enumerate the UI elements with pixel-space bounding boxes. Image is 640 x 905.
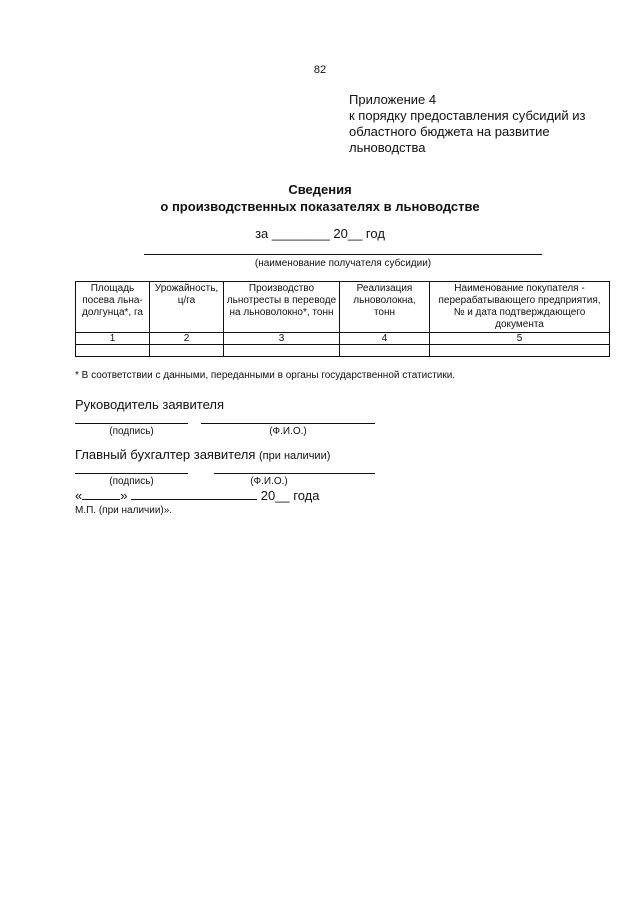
document-title: [0, 181, 640, 215]
appendix-block: [349, 92, 609, 156]
header-cell: Реализация льноволокна, тонн: [340, 282, 430, 333]
recipient-caption: (наименование получателя субсидии): [254, 258, 432, 269]
head-signature-title: Руководитель заявителя: [75, 397, 224, 412]
period-blank: ________: [271, 226, 330, 241]
title-line-2: о производственных показателях в льноводстве: [160, 199, 480, 214]
accountant-signature-title: [75, 447, 330, 462]
accountant-signature-line: [75, 473, 188, 474]
day-blank: [82, 489, 120, 500]
recipient-name-line: [144, 254, 542, 255]
period-year: 20__: [333, 226, 363, 241]
period-prefix: за: [255, 226, 269, 241]
stamp-note: М.П. (при наличии)».: [75, 505, 173, 516]
page-number: 82: [313, 64, 327, 76]
month-blank: [131, 489, 257, 500]
accountant-note: (при наличии): [259, 450, 331, 462]
accountant-name-line: [214, 473, 375, 474]
header-cell: Урожайность, ц/га: [150, 282, 224, 333]
report-period: [0, 226, 640, 241]
date-year: 20__: [260, 488, 290, 503]
appendix-line: льноводства: [349, 140, 426, 155]
title-line-1: Сведения: [288, 182, 352, 197]
table-header-row: [76, 282, 610, 333]
table-cell: [430, 345, 610, 357]
accountant-sign-caption: (подпись): [109, 476, 154, 487]
header-cell: Наименование покупателя - перерабатывающего предприятия, № и дата подтверждающего документа: [430, 282, 610, 333]
header-cell: Площадь посева льна-долгунца*, га: [76, 282, 150, 333]
footnote: * В соответствии с данными, переданными в органы государственной статистики.: [75, 370, 456, 381]
table-row: [76, 345, 610, 357]
date-close-quote: »: [120, 488, 128, 503]
column-number: 4: [340, 333, 430, 345]
column-number: 2: [150, 333, 224, 345]
table-cell: [340, 345, 430, 357]
accountant-name-caption: (Ф.И.О.): [250, 476, 288, 487]
date-open-quote: «: [75, 488, 83, 503]
header-cell: Производство льнотресты в переводе на льноволокно*, тонн: [224, 282, 340, 333]
head-name-line: [201, 423, 375, 424]
appendix-line: областного бюджета на развитие: [349, 124, 550, 139]
appendix-line: к порядку предоставления субсидий из: [349, 108, 586, 123]
table-number-row: [76, 333, 610, 345]
period-suffix: год: [365, 226, 385, 241]
date-suffix: года: [293, 488, 320, 503]
head-sign-caption: (подпись): [109, 426, 154, 437]
date-line: [75, 488, 319, 503]
head-name-caption: (Ф.И.О.): [269, 426, 307, 437]
table-cell: [76, 345, 150, 357]
head-signature-line: [75, 423, 188, 424]
production-table: [75, 281, 610, 357]
column-number: 1: [76, 333, 150, 345]
table-cell: [150, 345, 224, 357]
table-cell: [224, 345, 340, 357]
column-number: 3: [224, 333, 340, 345]
appendix-line: Приложение 4: [349, 92, 437, 107]
column-number: 5: [430, 333, 610, 345]
accountant-title: Главный бухгалтер заявителя: [75, 447, 256, 462]
